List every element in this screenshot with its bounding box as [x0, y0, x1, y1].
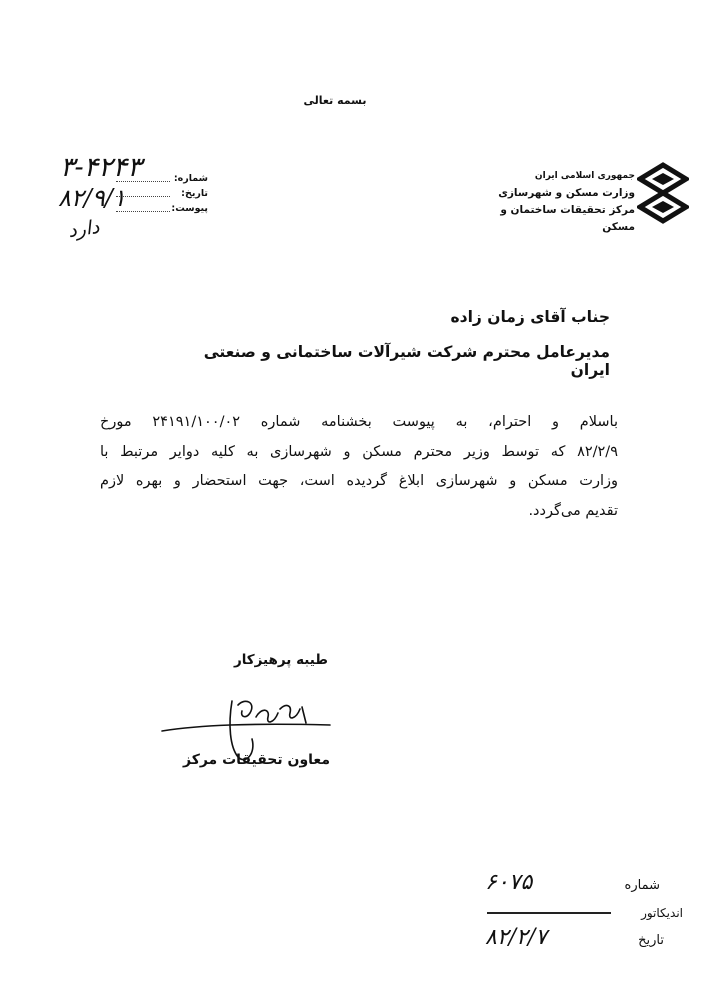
ministry-logo-icon: [637, 162, 689, 224]
letter-meta-labels: [140, 171, 208, 216]
body-line: وزارت مسکن و شهرسازی ابلاغ گردیده است، جهت استحضار و بهره لازم: [100, 473, 618, 489]
letterhead-center: مرکز تحقیقات ساختمان و مسکن: [500, 204, 635, 233]
registration-divider: [487, 912, 611, 914]
handwritten-letter-number: ۳-۴۲۴۳: [60, 152, 142, 183]
letterhead-organization: [480, 168, 635, 236]
handwritten-registration-date: ۸۲/۲/۷: [485, 925, 548, 950]
letterhead-ministry: وزارت مسکن و شهرسازی: [498, 187, 635, 199]
meta-attachment-label: پیوست:: [140, 201, 208, 216]
recipient-title: مدیرعامل محترم شرکت شیرآلات ساختمانی و صنعتی ایران: [203, 343, 610, 379]
meta-date-label: تاریخ:: [140, 186, 208, 201]
letter-body: [100, 408, 618, 526]
body-line: تقدیم می‌گردد.: [528, 502, 618, 519]
signatory-name: طیبه پرهیزکار: [233, 652, 328, 668]
meta-number-label: شماره:: [140, 171, 208, 186]
body-line: باسلام و احترام، به پیوست بخشنامه شماره ۲۴۱۹۱/۱۰۰/۰۲ مورخ: [100, 414, 618, 430]
registration-date-label: تاریخ: [638, 933, 664, 948]
handwritten-registration-number: ۶۰۷۵: [485, 870, 533, 895]
recipient-name: جناب آقای زمان زاده: [450, 308, 610, 326]
registration-number-label: شماره: [624, 878, 660, 893]
handwritten-attachment: دارد: [66, 215, 101, 243]
registration-indicator-label: اندیکاتور: [641, 906, 683, 920]
signatory-title: معاون تحقیقات مرکز: [183, 752, 330, 768]
letterhead-republic: جمهوری اسلامی ایران: [534, 171, 635, 181]
handwritten-letter-date: ۸۲/۹/۱: [58, 184, 126, 212]
body-line: ۸۲/۲/۹ که توسط وزیر محترم مسکن و شهرسازی به کلیه دوایر مرتبط با: [100, 443, 618, 460]
invocation-heading: بسمه تعالی: [303, 94, 367, 107]
